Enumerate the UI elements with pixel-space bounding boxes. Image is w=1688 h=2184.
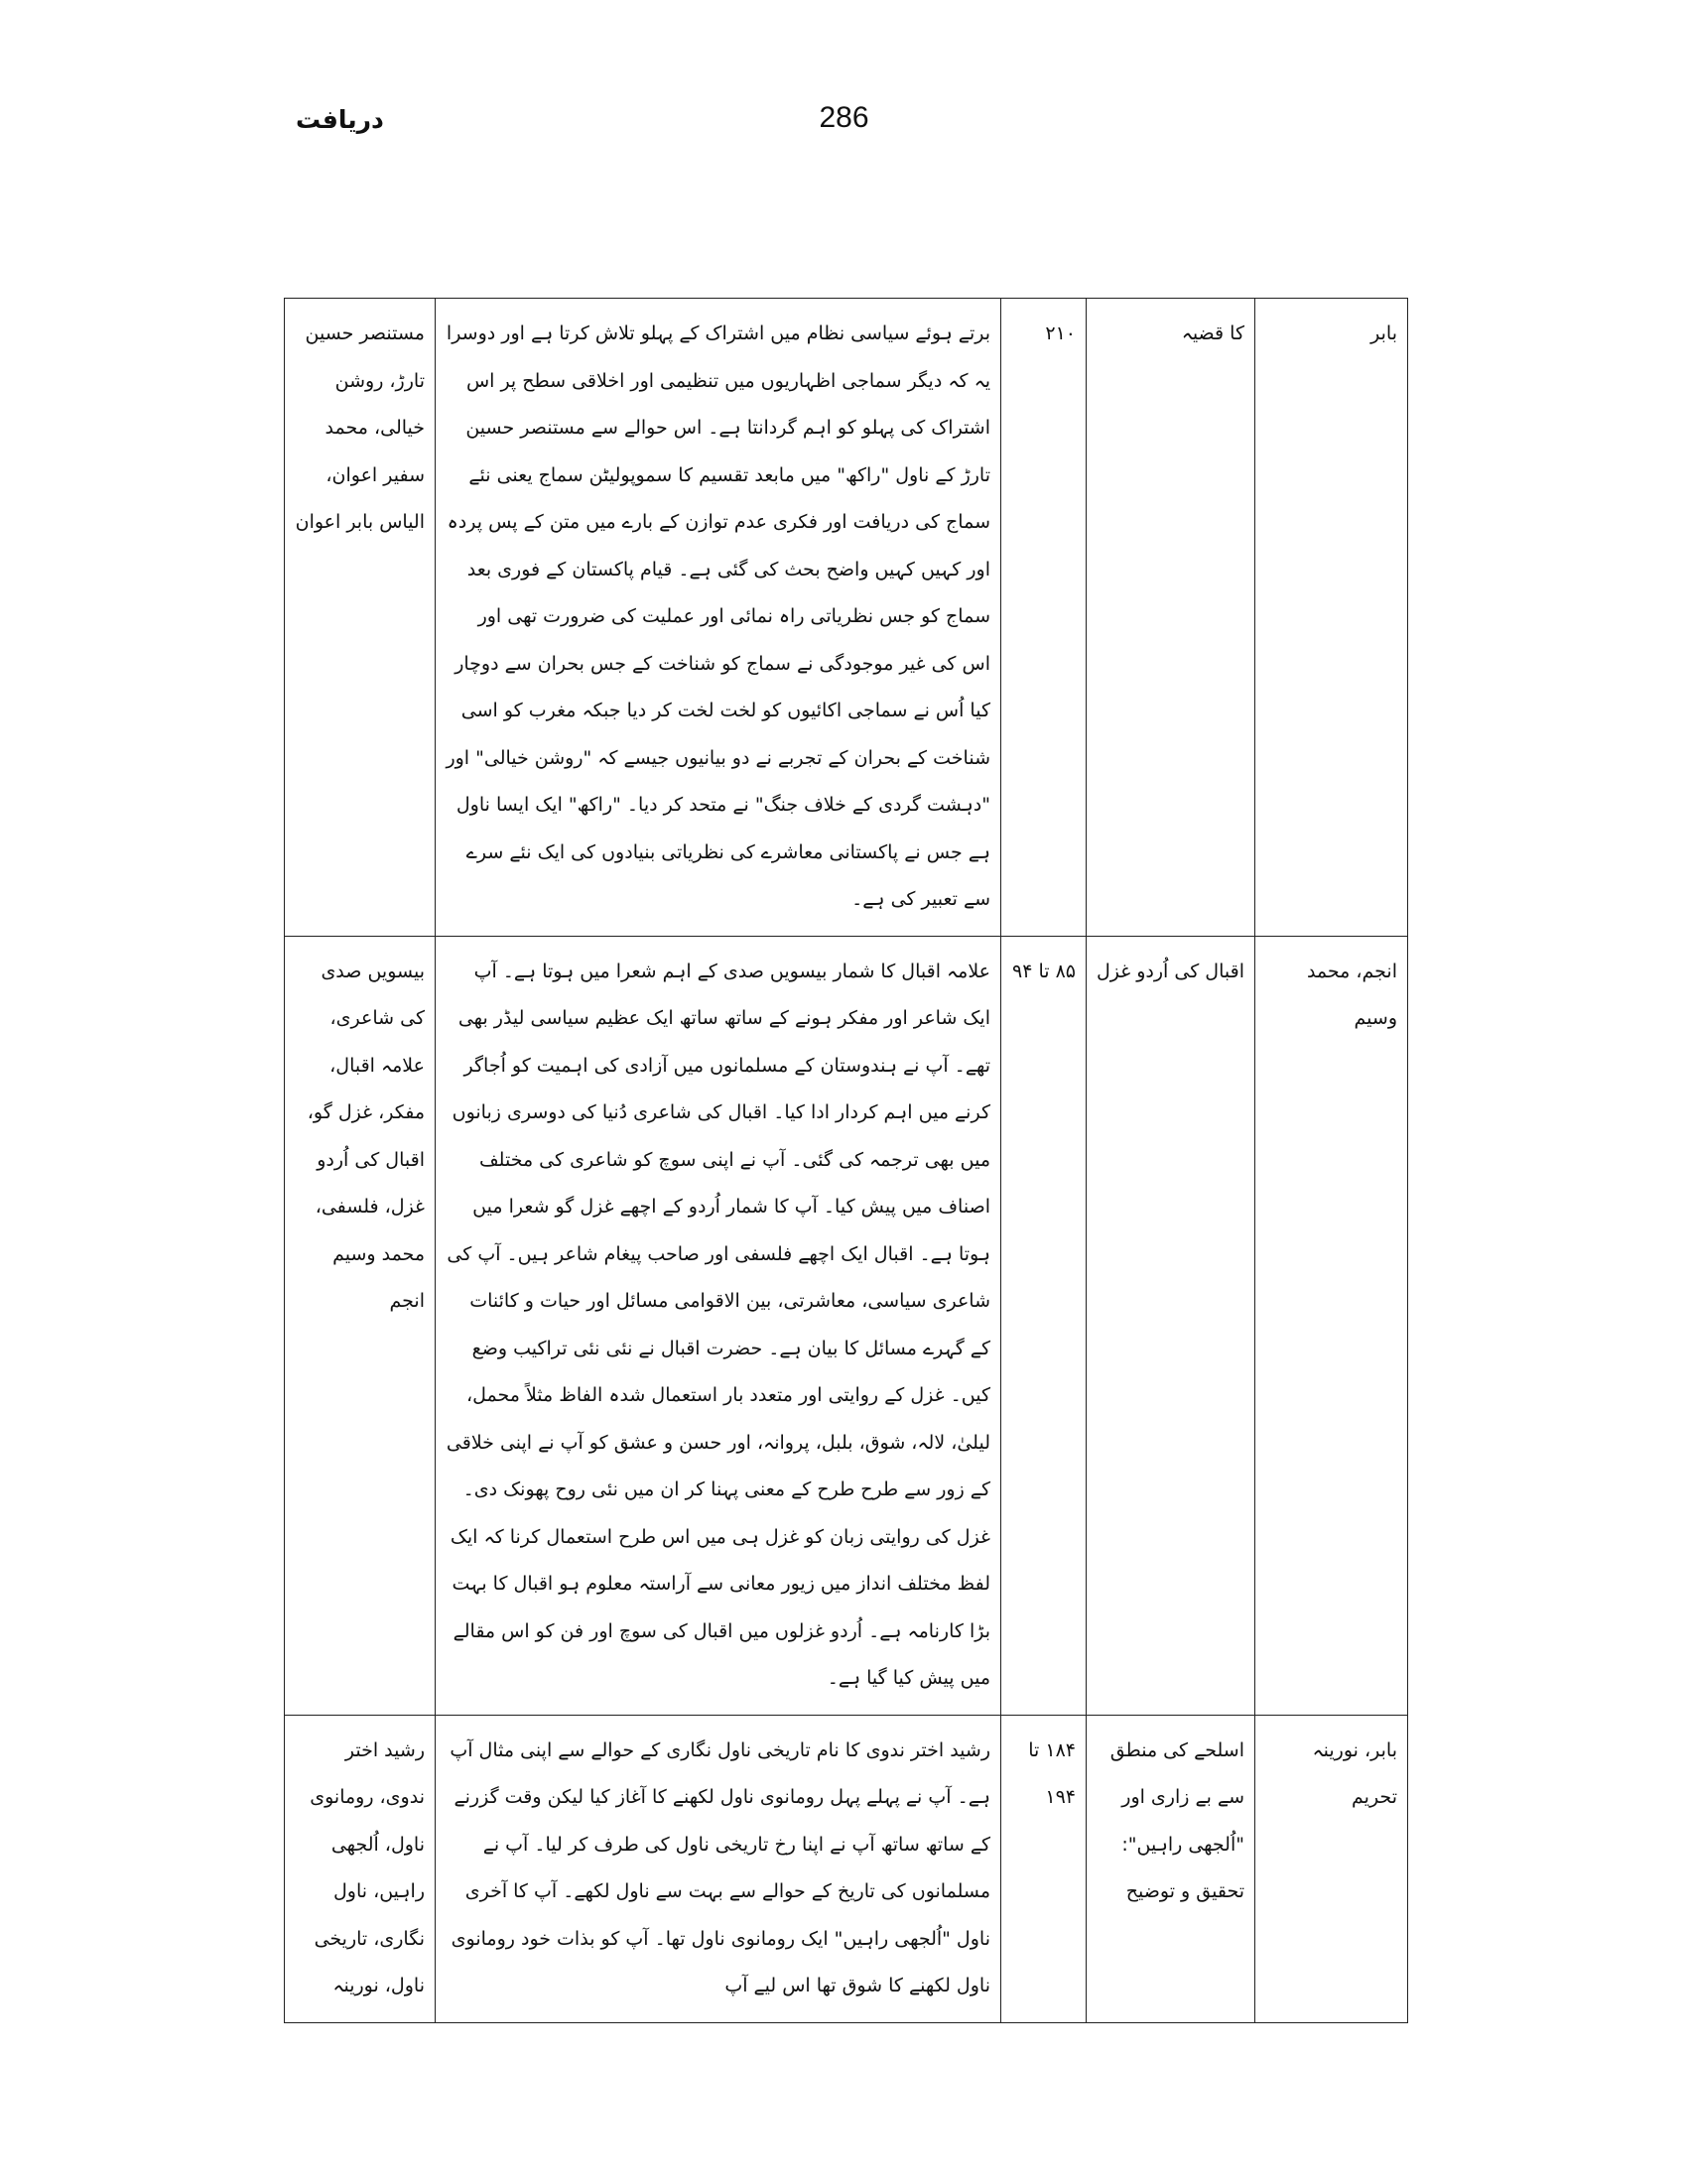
running-head: دریافت [296,105,384,134]
page-number: 286 [819,101,869,134]
author-cell: انجم، محمد وسیم [1255,936,1408,1715]
author-cell: بابر [1255,299,1408,937]
pages-cell: ۲۱۰ [1001,299,1087,937]
author-cell: بابر، نورینہ تحریم [1255,1715,1408,2022]
title-cell: اقبال کی اُردو غزل [1087,936,1255,1715]
title-cell: اسلحے کی منطق سے بے زاری اور "اُلجھی راہیں": تحقیق و توضیح [1087,1715,1255,2022]
table-row [285,1715,1408,2022]
article-index-table [284,298,1408,2023]
pages-cell: ۱۸۴ تا ۱۹۴ [1001,1715,1087,2022]
title-cell: کا قضیہ [1087,299,1255,937]
abstract-cell: رشید اختر ندوی کا نام تاریخی ناول نگاری کے حوالے سے اپنی مثال آپ ہے۔ آپ نے پہلے پہل رومانوی ناول لکھنے کا آغاز کیا لیکن وقت گزرنے کے ساتھ ساتھ آپ نے اپنا رخ تاریخی ناول کی طرف کر لیا۔ آپ نے مسلمانوں کی تاریخ کے حوالے سے بہت سے ناول لکھے۔ آپ کا آخری ناول "اُلجھی راہیں" ایک رومانوی ناول تھا۔ آپ کو بذات خود رومانوی ناول لکھنے کا شوق تھا اس لیے آپ [436,1715,1001,2022]
table-row [285,936,1408,1715]
abstract-cell: برتے ہوئے سیاسی نظام میں اشتراک کے پہلو تلاش کرتا ہے اور دوسرا یہ کہ دیگر سماجی اظہاریوں میں تنظیمی اور اخلاقی سطح پر اس اشتراک کی پہلو کو اہم گردانتا ہے۔ اس حوالے سے مستنصر حسین تارڑ کے ناول "راکھ" میں مابعد تقسیم کا سموپولیٹن سماج یعنی نئے سماج کی دریافت اور فکری عدم توازن کے بارے میں متن کے پس پردہ اور کہیں کہیں واضح بحث کی گئی ہے۔ قیام پاکستان کے فوری بعد سماج کو جس نظریاتی راہ نمائی اور عملیت کی ضرورت تھی اور اس کی غیر موجودگی نے سماج کو شناخت کے جس بحران سے دوچار کیا اُس نے سماجی اکائیوں کو لخت لخت کر دیا جبکہ مغرب کو اسی شناخت کے بحران کے تجربے نے دو بیانیوں جیسے کہ "روشن خیالی" اور "دہشت گردی کے خلاف جنگ" نے متحد کر دیا۔ "راکھ" ایک ایسا ناول ہے جس نے پاکستانی معاشرے کی نظریاتی بنیادوں کی ایک نئے سرے سے تعبیر کی ہے۔ [436,299,1001,937]
keywords-cell: مستنصر حسین تارڑ، روشن خیالی، محمد سفیر اعوان، الیاس بابر اعوان [285,299,436,937]
keywords-cell: رشید اختر ندوی، رومانوی ناول، اُلجھی راہیں، ناول نگاری، تاریخی ناول، نورینہ [285,1715,436,2022]
pages-cell: ۸۵ تا ۹۴ [1001,936,1087,1715]
abstract-cell: علامہ اقبال کا شمار بیسویں صدی کے اہم شعرا میں ہوتا ہے۔ آپ ایک شاعر اور مفکر ہونے کے ساتھ ساتھ ایک عظیم سیاسی لیڈر بھی تھے۔ آپ نے ہندوستان کے مسلمانوں میں آزادی کی اہمیت کو اُجاگر کرنے میں اہم کردار ادا کیا۔ اقبال کی شاعری دُنیا کی دوسری زبانوں میں بھی ترجمہ کی گئی۔ آپ نے اپنی سوچ کو شاعری کی مختلف اصناف میں پیش کیا۔ آپ کا شمار اُردو کے اچھے غزل گو شعرا میں ہوتا ہے۔ اقبال ایک اچھے فلسفی اور صاحب پیغام شاعر ہیں۔ آپ کی شاعری سیاسی، معاشرتی، بین الاقوامی مسائل اور حیات و کائنات کے گہرے مسائل کا بیان ہے۔ حضرت اقبال نے نئی نئی تراکیب وضع کیں۔ غزل کے روایتی اور متعدد بار استعمال شدہ الفاظ مثلاً محمل، لیلیٰ، لالہ، شوق، بلبل، پروانہ، اور حسن و عشق کو آپ نے اپنی خلاقی کے زور سے طرح طرح کے معنی پہنا کر ان میں نئی روح پھونک دی۔ غزل کی روایتی زبان کو غزل ہی میں اس طرح استعمال کرنا کہ ایک لفظ مختلف انداز میں زیور معانی سے آراستہ معلوم ہو اقبال کا بہت بڑا کارنامہ ہے۔ اُردو غزلوں میں اقبال کی سوچ اور فن کو اس مقالے میں پیش کیا گیا ہے۔ [436,936,1001,1715]
keywords-cell: بیسویں صدی کی شاعری، علامہ اقبال، مفکر، غزل گو، اقبال کی اُردو غزل، فلسفی، محمد وسیم انجم [285,936,436,1715]
table-row [285,299,1408,937]
